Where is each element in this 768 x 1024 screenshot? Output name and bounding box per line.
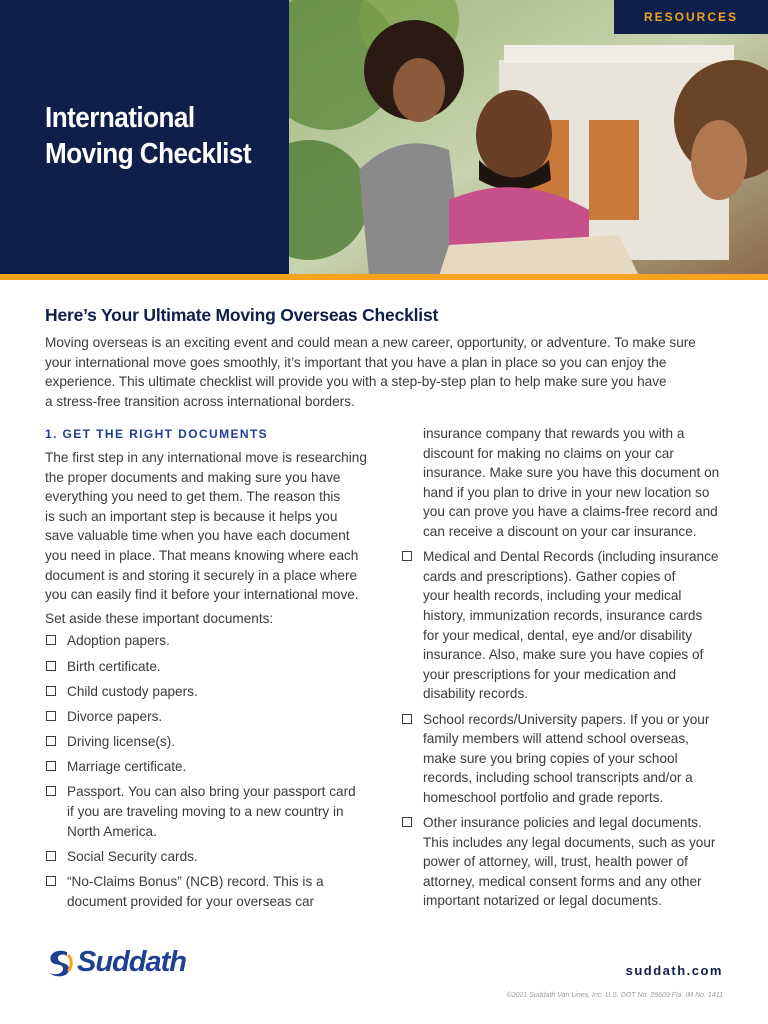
cont-line: hand if you plan to drive in your new location so [423,484,710,500]
para-line: everything you need to get them. The reason this [45,489,341,505]
item-line: Birth certificate. [67,658,161,674]
checklist-item-medical [401,547,741,704]
item-line: Marriage certificate. [67,759,187,775]
item-line: cards and prescriptions). Gather copies of [423,568,676,584]
accent-divider [0,274,768,280]
checkbox[interactable] [46,876,56,886]
item-line: your prescriptions for your medication and [423,666,677,682]
item-line: power of attorney, will, trust, health power of [423,854,688,870]
item-line: North America. [67,823,157,839]
item-line: history, immunization records, insurance cards [423,607,703,623]
checklist-item-custody [45,682,375,702]
item-line: Passport. You can also bring your passport card [67,784,356,800]
checkbox[interactable] [402,714,412,724]
item-line: your health records, including your medical [423,588,682,604]
section-heading-documents: 1. GET THE RIGHT DOCUMENTS [45,427,269,441]
documents-paragraph [45,448,375,605]
checklist-item-passport [45,782,375,841]
checkbox[interactable] [46,761,56,771]
item-line: important notarized or legal documents. [423,893,662,909]
resources-tab[interactable] [614,0,768,34]
cont-line: you can prove you have a claims-free record and [423,504,718,520]
checklist-item-social-security [45,847,375,867]
item-line: insurance. Also, make sure you have copies of [423,647,704,663]
item-line: family members will attend school overseas, [423,731,689,747]
cont-line: can receive a discount on your car insurance. [423,523,697,539]
checkbox[interactable] [46,786,56,796]
legal-notice: ©2021 Suddath Van Lines, Inc. U.S. DOT No. 29609 Fla. IM No. 1411 [506,992,723,999]
item-line: Social Security cards. [67,848,198,864]
para-line: document is and storing it securely in a place where [45,567,358,583]
checkbox[interactable] [46,851,56,861]
checkbox[interactable] [402,817,412,827]
item-line: This includes any legal documents, such as your [423,834,716,850]
item-line: Driving license(s). [67,734,176,750]
checklist-item-divorce [45,707,375,727]
resources-label: RESOURCES [643,10,738,24]
item-line: records, including school transcripts and/or a [423,770,693,786]
checklist-item-birth [45,657,375,677]
intro-line: experience. This ultimate checklist will provide you with a step-by-step plan to help make sure you have [45,374,667,390]
checkbox[interactable] [46,635,56,645]
item-line: for your medical, dental, eye and/or disability [423,627,692,643]
item-line: Adoption papers. [67,633,170,649]
item-line: Divorce papers. [67,708,163,724]
website-link[interactable]: suddath.com [625,963,723,978]
checklist-item-insurance-legal [401,813,741,911]
item-line: “No-Claims Bonus” (NCB) record. This is a [67,874,324,890]
para-line: the proper documents and making sure you have [45,469,341,485]
checkbox[interactable] [46,686,56,696]
checkbox[interactable] [402,551,412,561]
suddath-logo[interactable] [45,946,186,979]
item-line: Medical and Dental Records (including insurance [423,549,719,565]
checkbox[interactable] [46,711,56,721]
intro-line: a stress-free transition across international borders. [45,393,355,409]
set-aside-line: Set aside these important documents: [45,610,274,626]
item-line: disability records. [423,686,529,702]
left-column [45,424,375,917]
item-line: if you are traveling moving to a new country in [67,804,344,820]
checkbox[interactable] [46,736,56,746]
logo-wordmark: Suddath [77,946,186,978]
para-line: The first step in any international move is researching [45,450,367,465]
right-column [401,424,741,917]
cont-line: insurance company that rewards you with a [423,426,685,441]
item-line: Child custody papers. [67,683,198,699]
cont-line: discount for making no claims on your car [423,445,674,461]
section-heading-main: Here’s Your Ultimate Moving Overseas Checklist [45,305,439,325]
para-line: is such an important step is because it helps you [45,508,338,524]
suddath-logo-icon [45,948,75,978]
item-line: Other insurance policies and legal documents. [423,815,702,831]
checklist-item-adoption [45,631,375,651]
title-line-1: International [45,102,195,134]
checklist-item-driving [45,732,375,752]
cont-line: insurance. Make sure you have this document on [423,465,720,481]
ncb-continued [401,424,741,542]
intro-line: Moving overseas is an exciting event and could mean a new career, opportunity, or adventure. To make sure [45,335,696,350]
checkbox[interactable] [46,661,56,671]
item-line: homeschool portfolio and grade reports. [423,789,664,805]
family-photo [289,0,768,276]
checklist-item-marriage [45,757,375,777]
intro-line: your international move goes smoothly, it’s important that you have a plan in place so you can enjoy the [45,354,667,370]
para-line: you need in place. That means knowing where each [45,547,359,563]
item-line: make sure you bring copies of your school [423,750,678,766]
title-line-2: Moving Checklist [45,138,252,170]
intro-paragraph [45,333,735,411]
page-title [45,100,251,172]
para-line: you can easily find it before your international move. [45,587,359,603]
para-line: save valuable time when you have each document [45,528,350,544]
item-line: document provided for your overseas car [67,893,315,909]
checklist-item-ncb [45,872,375,911]
item-line: School records/University papers. If you or your [423,711,710,727]
set-aside-text [45,609,375,629]
checklist-item-school [401,710,741,808]
item-line: attorney, medical consent forms and any other [423,873,702,889]
